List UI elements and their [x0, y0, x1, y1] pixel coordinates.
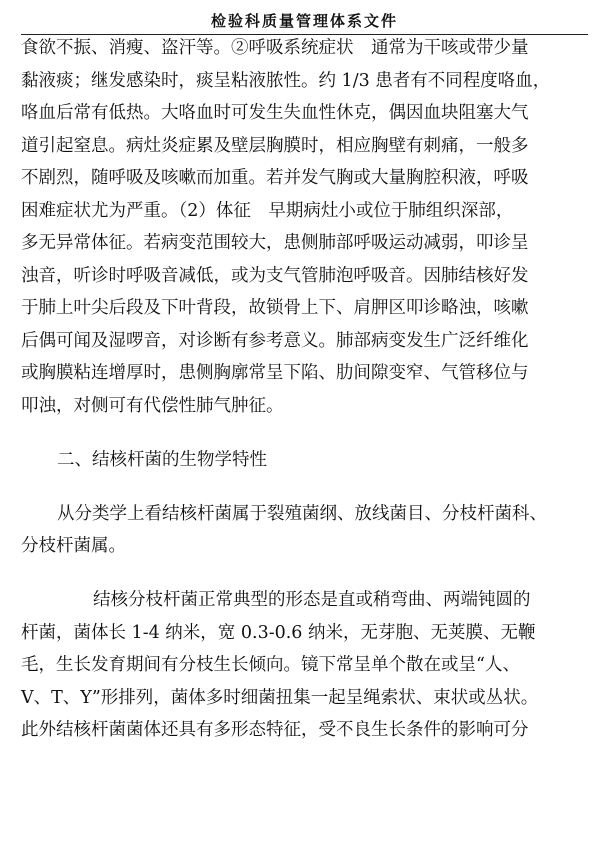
text-line: 道引起窒息。病灶炎症累及壁层胸膜时，相应胸壁有刺痛，一般多: [21, 135, 529, 156]
paragraph-clinical-symptoms: [21, 37, 591, 418]
text-line: 叩浊，对侧可有代偿性肺气肿征。: [21, 395, 284, 416]
text-line: 此外结核杆菌菌体还具有多形态特征，受不良生长条件的影响可分: [21, 720, 529, 740]
paragraph-taxonomy: [21, 503, 591, 559]
document-body: [21, 37, 591, 752]
text-line: 或胸膜粘连增厚时，患侧胸廓常呈下陷、肋间隙变窄、气管移位与: [21, 363, 529, 383]
text-line: 多无异常体征。若病变范围较大，患侧肺部呼吸运动减弱，叩诊呈: [21, 233, 529, 253]
header-divider: [21, 34, 588, 35]
text-line: V、T、Y”形排列，菌体多时细菌扭集一起呈绳索状、束状或丛状。: [21, 687, 539, 708]
paragraph-morphology: [21, 589, 591, 742]
text-line: 黏液痰；继发感染时，痰呈粘液脓性。约 1/3 患者有不同程度咯血，: [21, 70, 551, 91]
text-line: 后偶可闻及湿啰音，对诊断有参考意义。肺部病变发生广泛纤维化: [21, 330, 529, 351]
text-line: 食欲不振、消瘦、盗汗等。②呼吸系统症状 通常为干咳或带少量: [21, 38, 529, 58]
text-line: 结核分枝杆菌正常典型的形态是直或稍弯曲、两端钝圆的: [93, 590, 531, 610]
document-header-title: 检验科质量管理体系文件: [210, 12, 398, 30]
text-line: 咯血后常有低热。大咯血时可发生失血性休克，偶因血块阻塞大气: [21, 103, 529, 123]
section-heading-block: [21, 449, 591, 472]
text-line: 毛，生长发育期间有分枝生长倾向。镜下常呈单个散在或呈“人、: [21, 655, 520, 675]
section-heading: 二、结核杆菌的生物学特性: [57, 449, 267, 470]
text-line: 分枝杆菌属。: [21, 536, 126, 556]
text-line: 杆菌，菌体长 1-4 纳米，宽 0.3-0.6 纳米，无芽胞、无荚膜、无鞭: [21, 622, 536, 643]
text-line: 从分类学上看结核杆菌属于裂殖菌纲、放线菌目、分枝杆菌科、: [57, 503, 547, 524]
text-line: 浊音，听诊时呼吸音减低，或为支气管肺泡呼吸音。因肺结核好发: [21, 265, 529, 286]
text-line: 于肺上叶尖后段及下叶背段，故锁骨上下、肩胛区叩诊略浊，咳嗽: [21, 298, 529, 318]
text-line: 不剧烈，随呼吸及咳嗽而加重。若并发气胸或大量胸腔积液，呼吸: [21, 168, 529, 188]
text-line: 困难症状尤为严重。（2）体征 早期病灶小或位于肺组织深部，: [21, 200, 514, 221]
